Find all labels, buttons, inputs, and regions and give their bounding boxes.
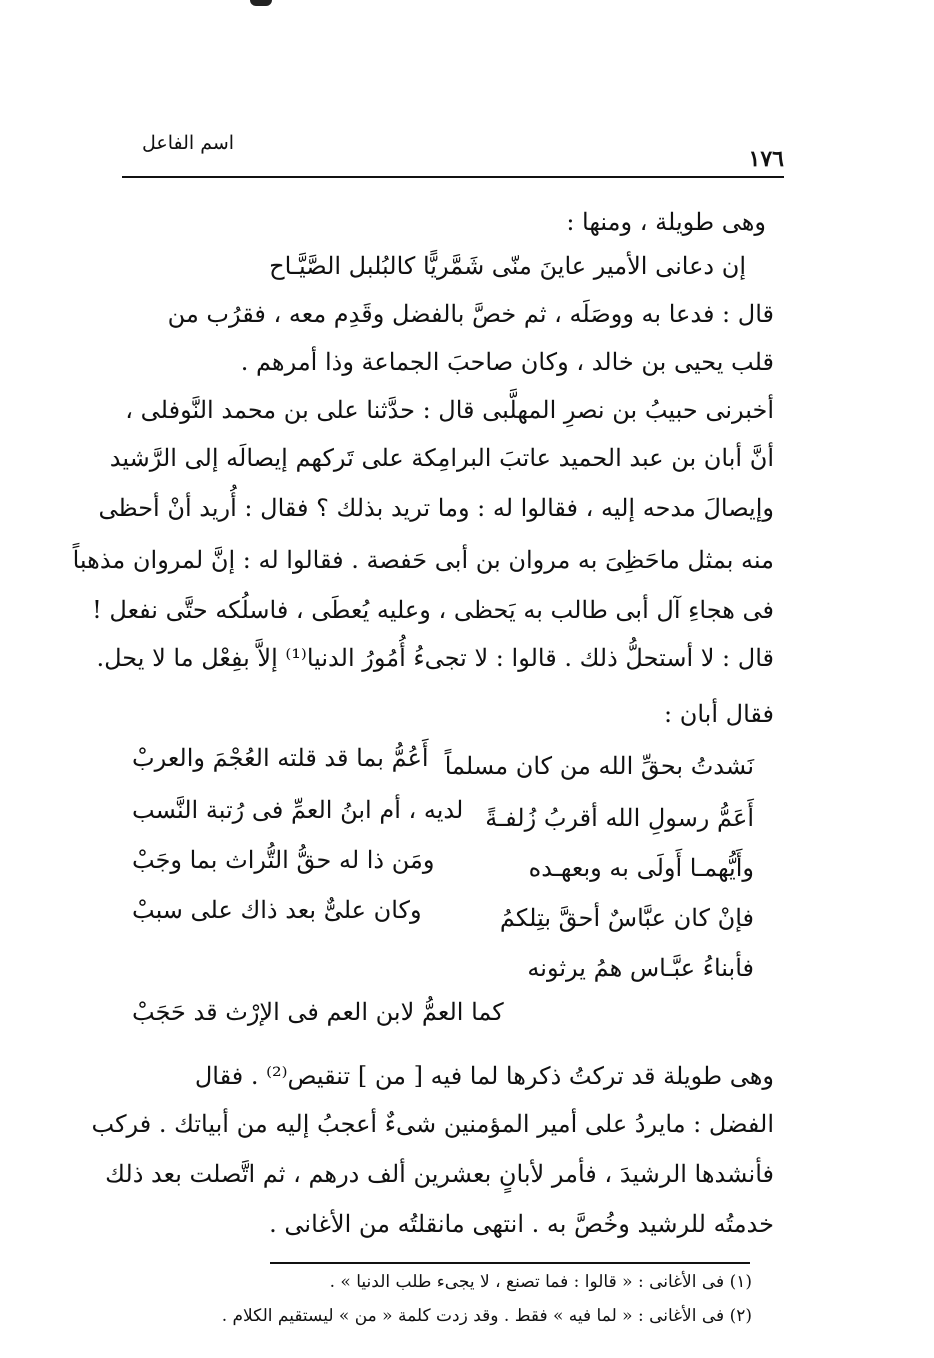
text-line: الفضل : مايردُ على أمير المؤمنين شىءٌ أعجبُ إليه من أبياتك . فركب xyxy=(91,1110,774,1138)
verse-first-hemistich: فإنْ كان عبَّاسٌ أحقَّ بتِلكمُ xyxy=(499,904,754,932)
verse-second-hemistich: أَعُمُّ بما قد قلته العُجْمَ والعربْ xyxy=(132,744,429,772)
text-line: قلب يحيى بن خالد ، وكان صاحبَ الجماعة وذا أمرهم . xyxy=(240,348,774,376)
text-line: منه بمثل ماحَظِىَ به مروان بن أبى حَفصة . فقالوا له : إنَّ لمروان مذهباً xyxy=(72,546,774,574)
text-line: فقال أبان : xyxy=(664,700,774,728)
footnote-rule xyxy=(270,1262,750,1264)
text-line: أنَّ أبان بن عبد الحميد عاتبَ البرامِكة على تَركهم إيصالَه إلى الرَّشيد xyxy=(109,444,774,472)
footnote: (٢) فى الأغانى : « لما فيه » فقط . وقد زدت كلمة « من » ليستقيم الكلام . xyxy=(221,1306,752,1326)
verse-second-hemistich: ومَن ذا له حقُّ التُّراث بما وجَبْ xyxy=(132,846,435,874)
verse-first-hemistich: فأبناءُ عبَّـاس همُ يرثونه xyxy=(527,954,754,982)
verse-second-hemistich: لديه ، أم ابنُ العمِّ فى رُتبة النَّسب xyxy=(132,796,464,824)
verse-first-hemistich: نَشدتُ بحقِّ الله من كان مسلماً xyxy=(444,752,754,780)
verse-second-hemistich: كما العمُّ لابن العم فى الإرْث قد حَجَبْ xyxy=(132,998,504,1026)
text-line: وإيصالَ مدحه إليه ، فقالوا له : وما تريد بذلك ؟ فقال : أُريد أنْ أحظى xyxy=(98,494,774,522)
text-line: أخبرنى حبيبُ بن نصرِ المهلَّبى قال : حدَّثنا على بن محمد النَّوفلى ، xyxy=(125,396,774,424)
footnote: (١) فى الأغانى : « قالوا : فما تصنع ، لا يجىء طلب الدنيا » . xyxy=(329,1272,752,1292)
text-line: إن دعانى الأمير عاينَ منّى شَمَّريًّا كالبُلبل الصَّيَّـاح xyxy=(269,252,746,280)
text-line: وهى طويلة ، ومنها : xyxy=(566,208,766,236)
running-header-title: اسم الفاعل xyxy=(142,132,235,154)
text-line: وهى طويلة قد تركتُ ذكرها لما فيه [ من ] تنقيص⁽²⁾ . فقال xyxy=(194,1062,774,1090)
text-line: خدمتُه للرشيد وخُصَّ به . انتهى مانقلتُه من الأغانى . xyxy=(269,1210,774,1238)
text-line: قال : فدعا به ووصَلَه ، ثم خصَّ بالفضل وقَدِم معه ، فقرُب من xyxy=(167,300,774,328)
scan-mark xyxy=(250,0,272,6)
verse-first-hemistich: أَعَمُّ رسولِ الله أقربُ زُلفـةً xyxy=(485,804,754,832)
header-rule xyxy=(122,176,784,178)
verse-first-hemistich: وأَيُّهمـا أَولَى به وبعهـده xyxy=(528,854,754,882)
page-number: ١٧٦ xyxy=(748,146,784,172)
verse-second-hemistich: وكان علىٌّ بعد ذاك على سببْ xyxy=(132,896,422,924)
text-line: فى هجاءِ آل أبى طالب به يَحظى ، وعليه يُعطَى ، فاسلُكه حتَّى نفعل ! xyxy=(92,596,774,624)
running-header xyxy=(122,128,784,178)
text-line: فأنشدها الرشيدَ ، فأمر لأبانٍ بعشرين ألف درهم ، ثم اتَّصلت بعد ذلك xyxy=(105,1160,774,1188)
text-line: قال : لا أستحلُّ ذلك . قالوا : لا تجىءُ أُمُورُ الدنيا⁽¹⁾ إلاَّ بفِعْل ما لا يحل. xyxy=(96,644,774,672)
